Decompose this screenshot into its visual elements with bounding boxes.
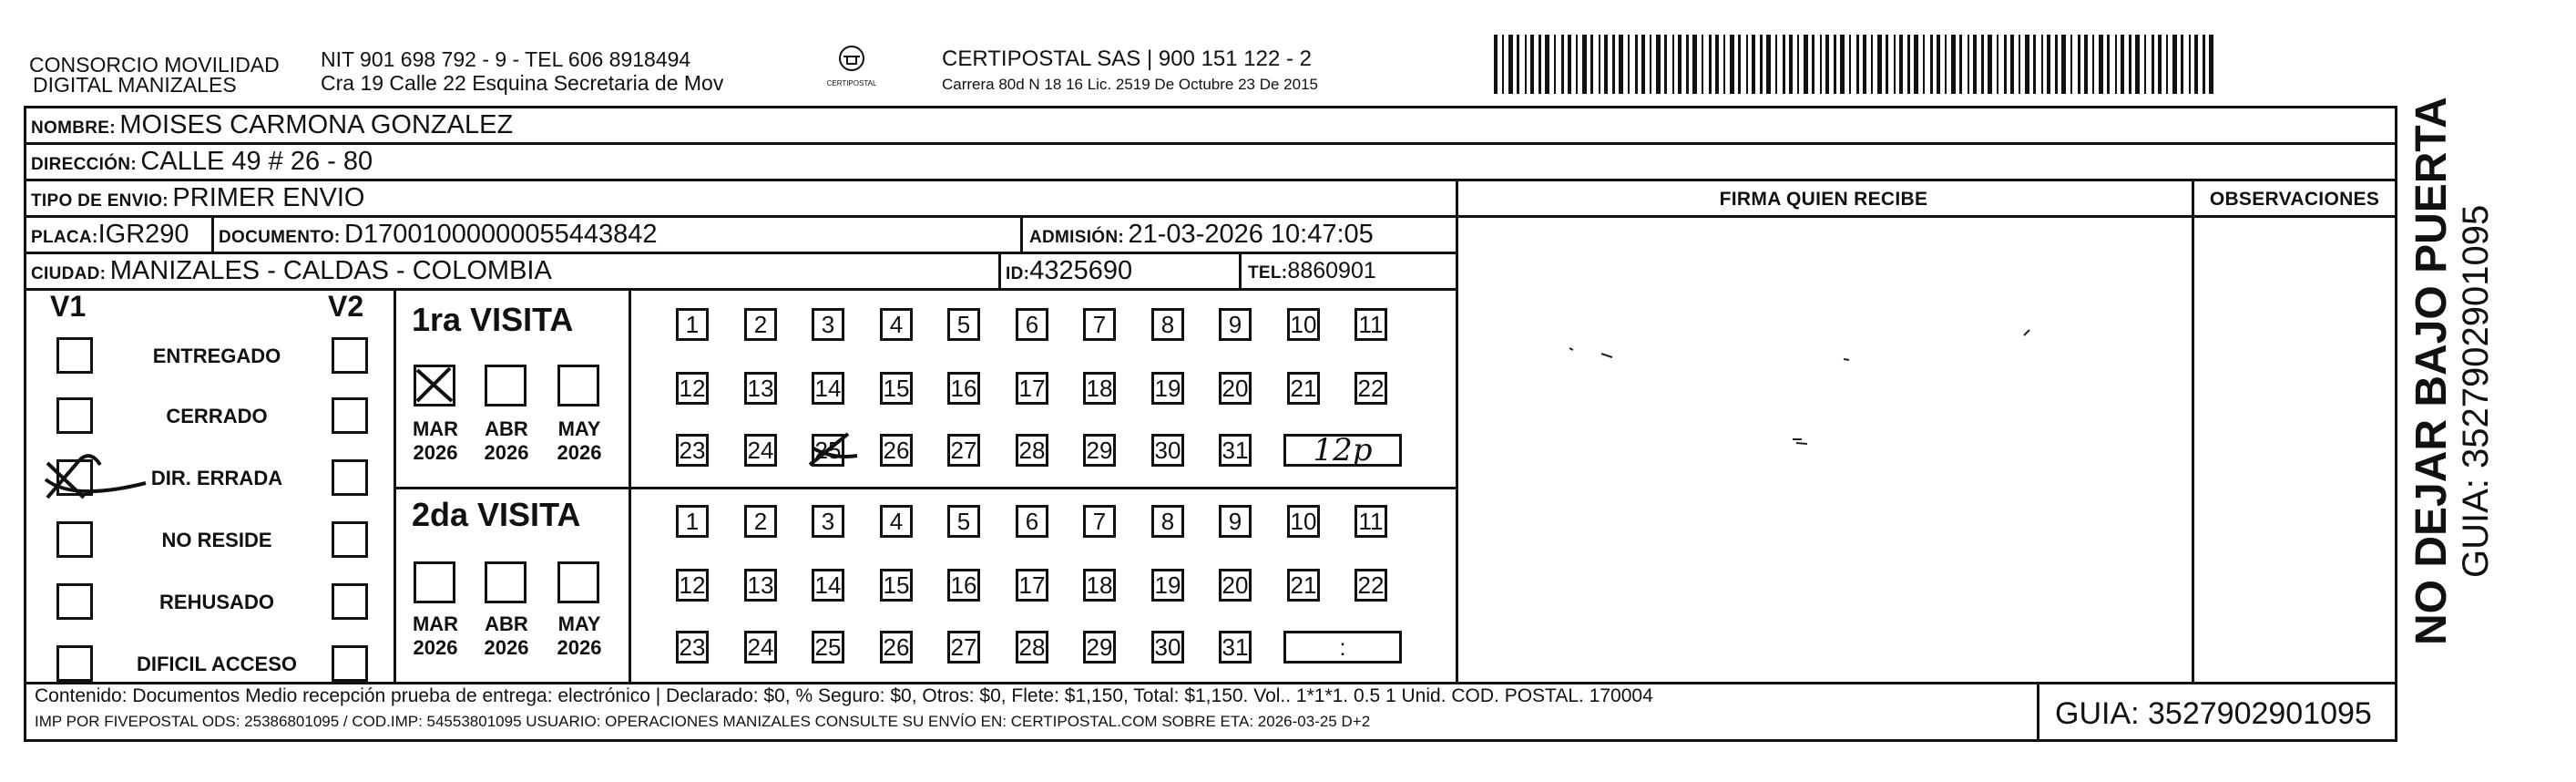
day-box[interactable]: 15	[880, 372, 913, 405]
barcode-bar	[1923, 35, 1925, 94]
month-label: MAR	[412, 417, 459, 440]
barcode-bar	[1628, 35, 1630, 94]
nit-line: NIT 901 698 792 - 9 - TEL 606 8918494	[321, 47, 691, 71]
barcode-bar	[2189, 35, 2191, 94]
barcode-bar	[1863, 35, 1866, 94]
day-box[interactable]: 20	[1219, 569, 1252, 602]
barcode-bar	[1877, 35, 1882, 94]
day-box[interactable]: 12	[676, 372, 709, 405]
documento-row: DOCUMENTO: D17001000000055443842	[219, 220, 658, 249]
placa-row: PLACA:IGR290	[31, 220, 189, 249]
barcode-bar	[1775, 35, 1777, 94]
month-checkbox[interactable]	[414, 561, 455, 603]
v1-header: V1	[50, 290, 87, 323]
day-box[interactable]: 27	[947, 434, 980, 467]
barcode-bar	[1914, 35, 1918, 94]
option-label: DIR. ERRADA	[150, 467, 283, 489]
barcode-bar	[2209, 35, 2213, 94]
day-box[interactable]: 14	[812, 372, 844, 405]
year-label: 2026	[557, 441, 602, 464]
month-checkbox[interactable]	[557, 561, 599, 603]
barcode-bar	[1709, 35, 1712, 94]
barcode-bar	[2129, 35, 2131, 94]
day-box[interactable]: 30	[1151, 631, 1184, 664]
day-box[interactable]: 21	[1287, 372, 1320, 405]
day-box[interactable]: 11	[1354, 505, 1387, 538]
option-label: CERRADO	[166, 405, 268, 427]
barcode-bar	[1849, 35, 1851, 94]
day-box[interactable]: 20	[1219, 372, 1252, 405]
barcode-bar	[1664, 35, 1667, 94]
v2-checkbox[interactable]	[332, 645, 368, 682]
day-box[interactable]: 7	[1083, 505, 1116, 538]
barcode-bar	[1650, 35, 1651, 94]
barcode-bar	[2092, 35, 2094, 94]
barcode-bar	[2025, 35, 2029, 94]
footer-content: Contenido: Documentos Medio recepción prueba de entrega: electrónico | Declarado: $0, % Seguro: $0, Otros: $0, Flete: $1,150, Total: $1,150. Vol.. 1*1*1. 0.5 1 Unid. COD. POSTAL. 170004	[35, 685, 1653, 706]
barcode-bar	[1554, 35, 1556, 94]
year-label: 2026	[484, 636, 529, 659]
nombre-value: MOISES CARMONA GONZALEZ	[119, 110, 514, 139]
barcode-bar	[1692, 35, 1697, 94]
barcode-bar	[1752, 35, 1755, 94]
day-box[interactable]: 18	[1083, 372, 1116, 405]
day-box[interactable]: 4	[880, 308, 913, 341]
v1-checkbox[interactable]	[56, 583, 93, 620]
barcode-bar	[1820, 35, 1822, 94]
barcode-bar	[1766, 35, 1771, 94]
barcode-bar	[1604, 35, 1608, 94]
day-box[interactable]: 8	[1151, 505, 1184, 538]
day-box[interactable]: 13	[744, 569, 777, 602]
barcode-bar	[1494, 35, 1498, 94]
day-box[interactable]: 17	[1016, 569, 1048, 602]
day-box[interactable]: 18	[1083, 569, 1116, 602]
barcode-bar	[2055, 35, 2058, 94]
day-box[interactable]: 1	[676, 308, 709, 341]
barcode-bar	[2033, 35, 2036, 94]
day-box[interactable]: 23	[676, 631, 709, 664]
year-label: 2026	[484, 441, 529, 464]
barcode-bar	[1789, 35, 1793, 94]
barcode-bar	[2041, 35, 2043, 94]
company-name-line2: DIGITAL MANIZALES	[33, 73, 237, 97]
barcode-bar	[1545, 35, 1549, 94]
barcode-bar	[1641, 35, 1645, 94]
month-checkbox[interactable]	[485, 561, 526, 603]
barcode-bar	[1561, 35, 1564, 94]
v2-checkbox[interactable]	[332, 397, 368, 434]
tel-value: 8860901	[1287, 258, 1376, 283]
day-box[interactable]: 28	[1016, 631, 1048, 664]
footer-guia: GUIA: 3527902901095	[2055, 696, 2372, 731]
v1-checkbox[interactable]	[56, 337, 93, 374]
barcode-bar	[2078, 35, 2080, 94]
barcode-bar	[1804, 35, 1808, 94]
barcode-bar	[2070, 35, 2072, 94]
barcode-bar	[2099, 35, 2103, 94]
barcode-bar	[1568, 35, 1571, 94]
barcode-bar	[1678, 35, 1682, 94]
tipo-envio-value: PRIMER ENVIO	[172, 183, 365, 212]
day-box[interactable]: 31	[1219, 434, 1252, 467]
barcode-bar	[1723, 35, 1725, 94]
ciudad-row: CIUDAD: MANIZALES - CALDAS - COLOMBIA	[31, 256, 552, 285]
day-box[interactable]: 17	[1016, 372, 1048, 405]
barcode-bar	[2203, 35, 2205, 94]
barcode-bar	[1812, 35, 1814, 94]
barcode	[1494, 35, 2223, 97]
barcode-bar	[1997, 35, 1998, 94]
day-box[interactable]: 5	[947, 308, 980, 341]
month-checkbox[interactable]	[485, 365, 526, 406]
day-box[interactable]: 28	[1016, 434, 1048, 467]
carrier-line: CERTIPOSTAL SAS | 900 151 122 - 2	[942, 46, 1312, 71]
barcode-bar	[1502, 35, 1504, 94]
barcode-bar	[1635, 35, 1638, 94]
barcode-bar	[1886, 35, 1888, 94]
v1-checkbox[interactable]	[56, 645, 93, 682]
certipostal-logo	[820, 44, 884, 98]
firma-header: FIRMA QUIEN RECIBE	[1719, 189, 1928, 210]
day-box[interactable]: 1	[676, 505, 709, 538]
barcode-bar	[2061, 35, 2066, 94]
month-label: MAR	[412, 612, 459, 635]
barcode-bar	[1856, 35, 1859, 94]
barcode-bar	[1576, 35, 1578, 94]
year-label: 2026	[557, 636, 602, 659]
month-label: ABR	[485, 417, 528, 440]
barcode-bar	[1538, 35, 1541, 94]
observaciones-header: OBSERVACIONES	[2209, 189, 2380, 210]
barcode-bar	[2158, 35, 2162, 94]
v1-dir-errada-check-mark	[36, 447, 155, 510]
barcode-bar	[1590, 35, 1593, 94]
barcode-bar	[1582, 35, 1587, 94]
barcode-bar	[1686, 35, 1689, 94]
address-line: Cra 19 Calle 22 Esquina Secretaria de Mov	[321, 71, 724, 95]
barcode-bar	[1871, 35, 1873, 94]
month-checkbox[interactable]	[557, 365, 599, 406]
barcode-bar	[1945, 35, 1947, 94]
barcode-bar	[1525, 35, 1527, 94]
day-box[interactable]: 11	[1354, 308, 1387, 341]
v2-checkbox[interactable]	[332, 583, 368, 620]
barcode-bar	[2019, 35, 2020, 94]
direccion-row: DIRECCIÓN: CALLE 49 # 26 - 80	[31, 147, 373, 176]
admision-row: ADMISIÓN: 21-03-2026 10:47:05	[1029, 220, 1374, 249]
day-box[interactable]: 22	[1354, 569, 1387, 602]
v2-checkbox[interactable]	[332, 521, 368, 558]
month-label: MAY	[557, 612, 601, 635]
day-box[interactable]: 14	[812, 569, 844, 602]
barcode-bar	[2181, 35, 2183, 94]
logo-icon	[833, 44, 870, 75]
v1-checkbox[interactable]	[56, 521, 93, 558]
barcode-bar	[1894, 35, 1896, 94]
day-box[interactable]: 12	[676, 569, 709, 602]
day-box[interactable]: 10	[1287, 308, 1320, 341]
barcode-bar	[1951, 35, 1956, 94]
no-dejar-warning: NO DEJAR BAJO PUERTA	[2407, 97, 2456, 645]
barcode-bar	[2047, 35, 2050, 94]
barcode-bar	[1988, 35, 1992, 94]
carrier-license: Carrera 80d N 18 16 Lic. 2519 De Octubre 23 De 2015	[942, 76, 1318, 93]
barcode-bar	[1825, 35, 1829, 94]
option-label: DIFICIL ACCESO	[136, 653, 297, 675]
id-value: 4325690	[1029, 256, 1133, 285]
ciudad-value: MANIZALES - CALDAS - COLOMBIA	[109, 256, 552, 285]
barcode-bar	[2152, 35, 2154, 94]
option-label: REHUSADO	[159, 591, 274, 613]
barcode-bar	[1760, 35, 1763, 94]
barcode-bar	[1834, 35, 1836, 94]
v2-checkbox[interactable]	[332, 337, 368, 374]
day-box[interactable]: 5	[947, 505, 980, 538]
day-box[interactable]: 24	[744, 631, 777, 664]
barcode-bar	[1981, 35, 1984, 94]
barcode-bar	[2194, 35, 2198, 94]
month-label: ABR	[485, 612, 528, 635]
day-box[interactable]: 4	[880, 505, 913, 538]
day-box[interactable]: 2	[744, 308, 777, 341]
id-row: ID:4325690	[1006, 256, 1133, 285]
v1-checkbox[interactable]	[56, 397, 93, 434]
barcode-bar	[1619, 35, 1623, 94]
company-name-line1: CONSORCIO MOVILIDAD	[29, 53, 280, 77]
barcode-bar	[1959, 35, 1962, 94]
day-box[interactable]: 29	[1083, 631, 1116, 664]
day-box[interactable]: 22	[1354, 372, 1387, 405]
v2-checkbox[interactable]	[332, 459, 368, 496]
time-box[interactable]: :	[1283, 631, 1402, 664]
time-box[interactable]: 12p	[1283, 434, 1402, 467]
day-box[interactable]: 24	[744, 434, 777, 467]
day-box[interactable]: 23	[676, 434, 709, 467]
v2-header: V2	[328, 290, 364, 323]
day-box[interactable]: 25	[812, 631, 844, 664]
option-label: ENTREGADO	[152, 345, 281, 367]
day-box[interactable]: 30	[1151, 434, 1184, 467]
year-label: 2026	[413, 636, 458, 659]
barcode-bar	[2135, 35, 2140, 94]
barcode-bar	[2107, 35, 2110, 94]
day-box[interactable]: 10	[1287, 505, 1320, 538]
mar-check-mark	[412, 363, 457, 408]
month-label: MAY	[557, 417, 601, 440]
day-box[interactable]: 6	[1016, 308, 1048, 341]
barcode-bar	[2166, 35, 2168, 94]
day-box[interactable]: 7	[1083, 308, 1116, 341]
barcode-bar	[2084, 35, 2088, 94]
signature-area[interactable]	[1465, 224, 2184, 674]
tel-row: TEL:8860901	[1248, 258, 1376, 283]
barcode-bar	[1702, 35, 1703, 94]
day-box[interactable]: 9	[1219, 505, 1252, 538]
day-box[interactable]: 25	[812, 434, 844, 467]
barcode-bar	[1899, 35, 1903, 94]
barcode-bar	[2172, 35, 2177, 94]
option-label: NO RESIDE	[161, 529, 272, 551]
placa-value: IGR290	[97, 220, 189, 249]
day-box[interactable]: 3	[812, 308, 844, 341]
barcode-bar	[1907, 35, 1910, 94]
logo-text: CERTIPOSTAL	[826, 79, 877, 87]
barcode-bar	[1599, 35, 1600, 94]
barcode-bar	[1656, 35, 1661, 94]
barcode-bar	[1968, 35, 1969, 94]
day-box[interactable]: 19	[1151, 372, 1184, 405]
documento-value: D17001000000055443842	[344, 220, 658, 249]
day-box[interactable]: 29	[1083, 434, 1116, 467]
barcode-bar	[2004, 35, 2007, 94]
day-box[interactable]: 31	[1219, 631, 1252, 664]
day-box[interactable]: 21	[1287, 569, 1320, 602]
year-label: 2026	[413, 441, 458, 464]
direccion-value: CALLE 49 # 26 - 80	[140, 147, 373, 176]
barcode-bar	[2115, 35, 2117, 94]
day-box[interactable]: 3	[812, 505, 844, 538]
day-box[interactable]: 8	[1151, 308, 1184, 341]
barcode-bar	[2121, 35, 2124, 94]
nombre-row: NOMBRE: MOISES CARMONA GONZALEZ	[31, 110, 514, 139]
day-25-check-mark	[806, 428, 861, 474]
footer-imp: IMP POR FIVEPOSTAL ODS: 25386801095 / COD.IMP: 54553801095 USUARIO: OPERACIONES MANIZALES CONSULTE SU ENVÍO EN: CERTIPOSTAL.COM SOBRE ETA: 2026-03-25 D+2	[35, 713, 1371, 730]
barcode-bar	[1937, 35, 1940, 94]
day-box[interactable]: 9	[1219, 308, 1252, 341]
barcode-bar	[1715, 35, 1719, 94]
day-box[interactable]: 13	[744, 372, 777, 405]
barcode-bar	[1840, 35, 1845, 94]
day-box[interactable]: 2	[744, 505, 777, 538]
day-box[interactable]: 16	[947, 372, 980, 405]
barcode-bar	[2144, 35, 2146, 94]
barcode-bar	[1612, 35, 1615, 94]
day-box[interactable]: 19	[1151, 569, 1184, 602]
day-box[interactable]: 27	[947, 631, 980, 664]
barcode-bar	[1517, 35, 1519, 94]
day-box[interactable]: 26	[880, 631, 913, 664]
barcode-bar	[1730, 35, 1734, 94]
barcode-bar	[1672, 35, 1674, 94]
tipo-envio-row: TIPO DE ENVIO: PRIMER ENVIO	[31, 183, 365, 212]
barcode-bar	[1738, 35, 1741, 94]
barcode-bar	[1508, 35, 1513, 94]
barcode-bar	[1930, 35, 1933, 94]
second-visit-title: 2da VISITA	[412, 496, 581, 533]
day-box[interactable]: 15	[880, 569, 913, 602]
signature-marks	[1465, 224, 2184, 674]
barcode-bar	[1530, 35, 1534, 94]
barcode-bar	[1797, 35, 1799, 94]
barcode-bar	[1783, 35, 1785, 94]
first-visit-title: 1ra VISITA	[412, 301, 574, 338]
side-guia: GUIA: 3527902901095	[2456, 204, 2496, 578]
admision-value: 21-03-2026 10:47:05	[1128, 220, 1374, 249]
barcode-bar	[1746, 35, 1748, 94]
barcode-bar	[1973, 35, 1977, 94]
barcode-bar	[2010, 35, 2014, 94]
day-box[interactable]: 16	[947, 569, 980, 602]
day-box[interactable]: 26	[880, 434, 913, 467]
day-box[interactable]: 6	[1016, 505, 1048, 538]
